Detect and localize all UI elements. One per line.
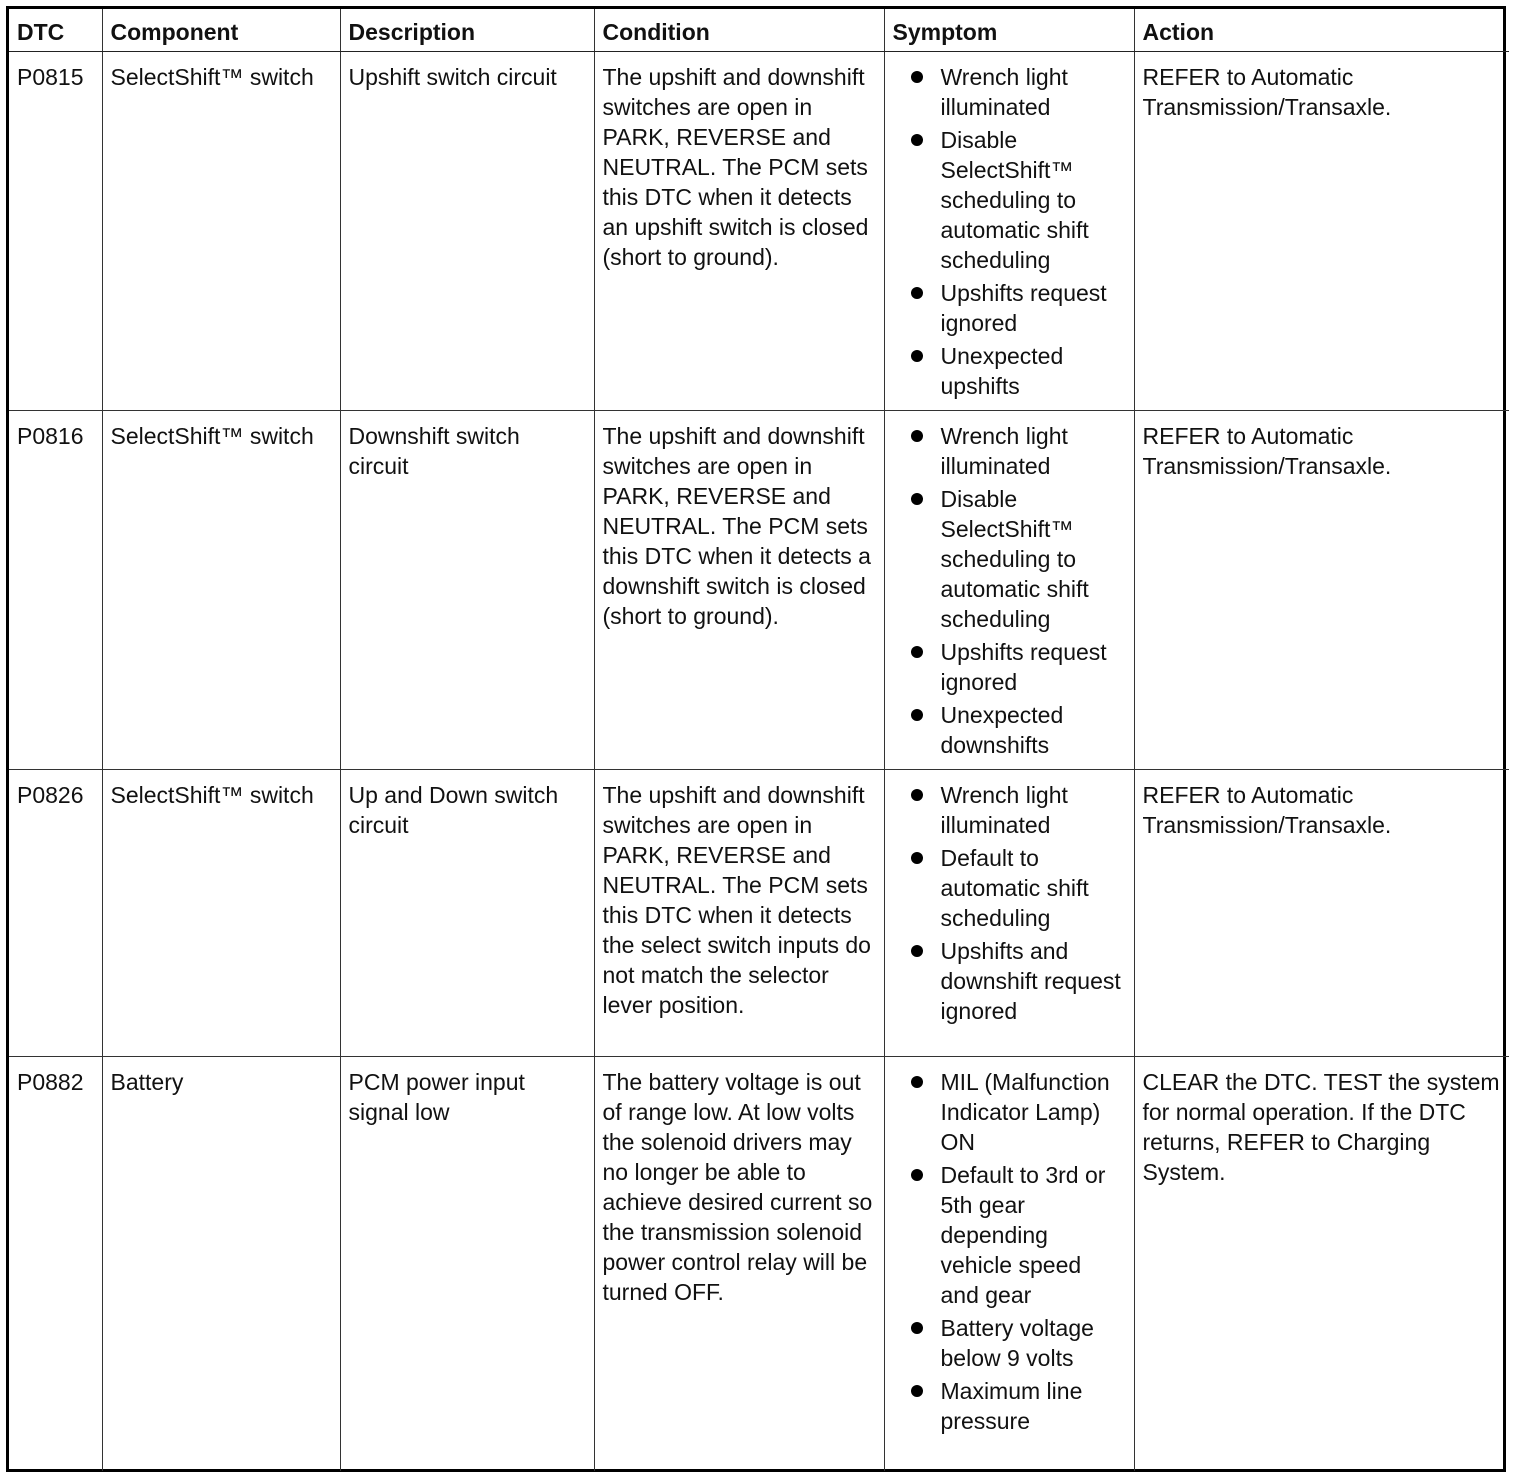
symptom-text: Default to automatic shift scheduling xyxy=(940,845,1089,931)
header-description: Description xyxy=(340,9,594,52)
symptom-item xyxy=(893,1160,1126,1310)
symptom-item xyxy=(893,1376,1126,1436)
symptom-item xyxy=(893,843,1126,933)
header-row xyxy=(9,9,1509,52)
bullet-icon xyxy=(911,1385,923,1397)
table-row xyxy=(9,52,1509,411)
table-row xyxy=(9,411,1509,770)
header-condition: Condition xyxy=(594,9,884,52)
table-row xyxy=(9,1057,1509,1471)
symptom-text: Upshifts request ignored xyxy=(940,639,1107,695)
action-cell: REFER to Automatic Transmission/Transaxle. xyxy=(1134,411,1509,770)
component-cell: SelectShift™ switch xyxy=(102,411,340,770)
dtc-code-cell: P0815 xyxy=(9,52,102,411)
header-component: Component xyxy=(102,9,340,52)
condition-cell: The upshift and downshift switches are open in PARK, REVERSE and NEUTRAL. The PCM sets this DTC when it detects an upshift switch is closed (short to ground). xyxy=(594,52,884,411)
dtc-code-cell: P0816 xyxy=(9,411,102,770)
symptom-list xyxy=(893,1067,1126,1436)
bullet-icon xyxy=(911,493,923,505)
bullet-icon xyxy=(911,852,923,864)
table-row xyxy=(9,770,1509,1057)
symptom-text: Upshifts and downshift request ignored xyxy=(940,938,1121,1024)
symptom-item xyxy=(893,700,1126,760)
action-cell: CLEAR the DTC. TEST the system for normal operation. If the DTC returns, REFER to Charging System. xyxy=(1134,1057,1509,1471)
symptom-text: Maximum line pressure xyxy=(940,1378,1083,1434)
bullet-icon xyxy=(911,789,923,801)
symptom-item xyxy=(893,1067,1126,1157)
description-cell: Downshift switch circuit xyxy=(340,411,594,770)
symptom-text: MIL (Malfunction Indicator Lamp) ON xyxy=(940,1069,1110,1155)
bullet-icon xyxy=(911,134,923,146)
header-dtc: DTC xyxy=(9,9,102,52)
dtc-code-cell: P0882 xyxy=(9,1057,102,1471)
bullet-icon xyxy=(911,1169,923,1181)
symptom-text: Wrench light illuminated xyxy=(940,782,1068,838)
bullet-icon xyxy=(911,71,923,83)
symptom-list xyxy=(893,780,1126,1026)
symptom-text: Unexpected upshifts xyxy=(940,343,1064,399)
component-cell: SelectShift™ switch xyxy=(102,770,340,1057)
table-header xyxy=(9,9,1509,52)
condition-cell: The upshift and downshift switches are open in PARK, REVERSE and NEUTRAL. The PCM sets this DTC when it detects the select switch inputs do not match the selector lever position. xyxy=(594,770,884,1057)
symptom-cell xyxy=(884,52,1134,411)
header-action: Action xyxy=(1134,9,1509,52)
component-cell: Battery xyxy=(102,1057,340,1471)
header-symptom: Symptom xyxy=(884,9,1134,52)
symptom-text: Unexpected downshifts xyxy=(940,702,1064,758)
symptom-item xyxy=(893,278,1126,338)
symptom-item xyxy=(893,421,1126,481)
component-cell: SelectShift™ switch xyxy=(102,52,340,411)
symptom-item xyxy=(893,637,1126,697)
symptom-cell xyxy=(884,411,1134,770)
condition-cell: The battery voltage is out of range low. At low volts the solenoid drivers may no longer be able to achieve desired current so the transmission solenoid power control relay will be turned OFF. xyxy=(594,1057,884,1471)
symptom-item xyxy=(893,1313,1126,1373)
symptom-text: Battery voltage below 9 volts xyxy=(940,1315,1094,1371)
symptom-list xyxy=(893,62,1126,401)
symptom-item xyxy=(893,62,1126,122)
symptom-item xyxy=(893,484,1126,634)
description-cell: Upshift switch circuit xyxy=(340,52,594,411)
dtc-table xyxy=(9,9,1509,1471)
condition-cell: The upshift and downshift switches are open in PARK, REVERSE and NEUTRAL. The PCM sets this DTC when it detects a downshift switch is closed (short to ground). xyxy=(594,411,884,770)
symptom-list xyxy=(893,421,1126,760)
dtc-table-frame xyxy=(6,6,1506,1472)
symptom-text: Wrench light illuminated xyxy=(940,64,1068,120)
bullet-icon xyxy=(911,646,923,658)
symptom-item xyxy=(893,341,1126,401)
symptom-cell xyxy=(884,1057,1134,1471)
symptom-text: Disable SelectShift™ scheduling to automatic shift scheduling xyxy=(940,486,1089,632)
bullet-icon xyxy=(911,287,923,299)
table-body xyxy=(9,52,1509,1471)
bullet-icon xyxy=(911,709,923,721)
symptom-text: Upshifts request ignored xyxy=(940,280,1107,336)
bullet-icon xyxy=(911,350,923,362)
symptom-text: Disable SelectShift™ scheduling to automatic shift scheduling xyxy=(940,127,1089,273)
description-cell: Up and Down switch circuit xyxy=(340,770,594,1057)
bullet-icon xyxy=(911,430,923,442)
symptom-item xyxy=(893,780,1126,840)
action-cell: REFER to Automatic Transmission/Transaxle. xyxy=(1134,52,1509,411)
symptom-text: Wrench light illuminated xyxy=(940,423,1068,479)
symptom-item xyxy=(893,936,1126,1026)
description-cell: PCM power input signal low xyxy=(340,1057,594,1471)
bullet-icon xyxy=(911,945,923,957)
bullet-icon xyxy=(911,1322,923,1334)
symptom-item xyxy=(893,125,1126,275)
dtc-code-cell: P0826 xyxy=(9,770,102,1057)
symptom-cell xyxy=(884,770,1134,1057)
action-cell: REFER to Automatic Transmission/Transaxle. xyxy=(1134,770,1509,1057)
symptom-text: Default to 3rd or 5th gear depending vehicle speed and gear xyxy=(940,1162,1106,1308)
bullet-icon xyxy=(911,1076,923,1088)
